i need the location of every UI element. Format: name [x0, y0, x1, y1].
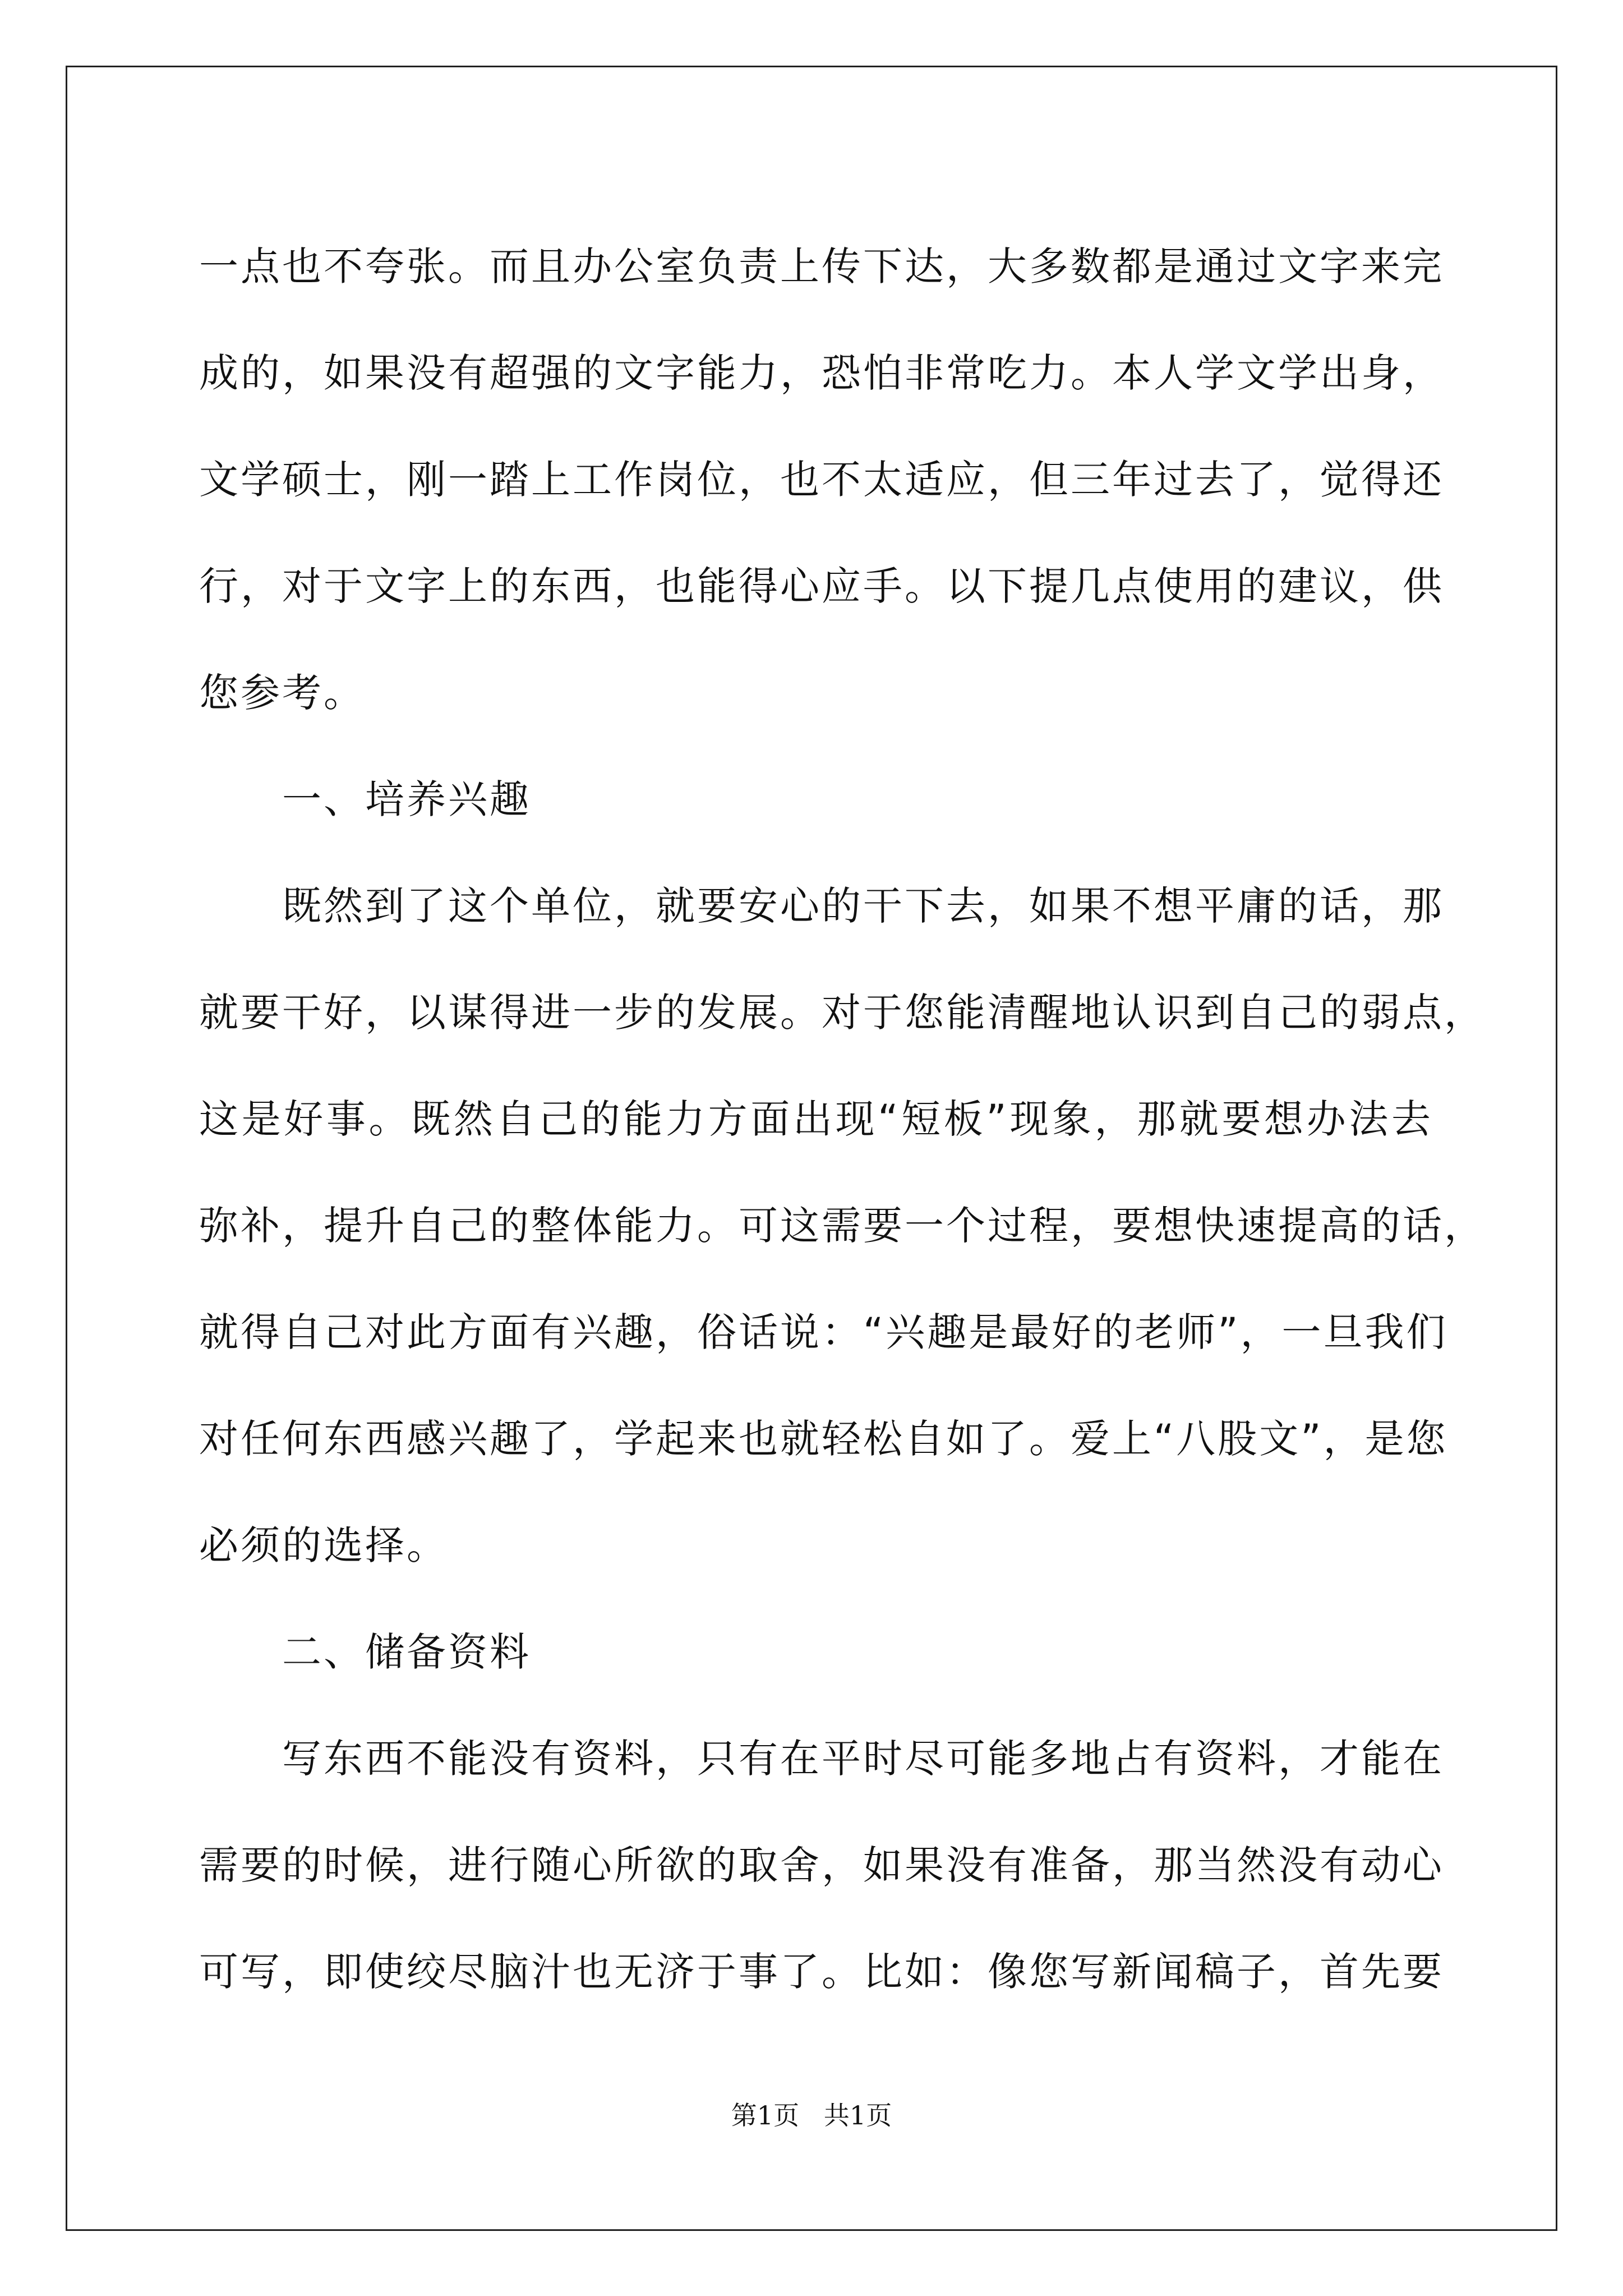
text-line: 您参考。 — [199, 670, 365, 716]
section-heading: 一、培养兴趣 — [282, 776, 531, 822]
text-line: 写东西不能没有资料，只有在平时尽可能多地占有资料，才能在 — [282, 1736, 1444, 1782]
document-body — [199, 213, 1486, 2025]
text-line: 既然到了这个单位，就要安心的干下去，如果不想平庸的话，那 — [282, 883, 1444, 929]
text-line: 文学硕士，刚一踏上工作岗位，也不太适应，但三年过去了，觉得还 — [199, 457, 1444, 503]
page-footer: 第1页 共1页 — [731, 2100, 892, 2131]
section-heading: 二、储备资料 — [282, 1629, 531, 1675]
text-line: 必须的选择。 — [199, 1522, 448, 1568]
text-line: 行，对于文字上的东西，也能得心应手。以下提几点使用的建议，供 — [199, 563, 1444, 609]
text-line: 成的，如果没有超强的文字能力，恐怕非常吃力。本人学文学出身， — [199, 350, 1444, 396]
text-line: 可写，即使绞尽脑汁也无济于事了。比如：像您写新闻稿子，首先要 — [199, 1949, 1444, 1995]
text-line: 这是好事。既然自己的能力方面出现“短板”现象，那就要想办法去 — [199, 1096, 1433, 1142]
text-line: 就要干好，以谋得进一步的发展。对于您能清醒地认识到自己的弱点， — [199, 990, 1486, 1036]
text-line: 一点也不夸张。而且办公室负责上传下达，大多数都是通过文字来完 — [199, 243, 1444, 289]
text-line: 对任何东西感兴趣了，学起来也就轻松自如了。爱上“八股文”，是您 — [199, 1416, 1448, 1462]
text-line: 弥补，提升自己的整体能力。可这需要一个过程，要想快速提高的话， — [199, 1203, 1486, 1249]
text-line: 需要的时候，进行随心所欲的取舍，如果没有准备，那当然没有动心 — [199, 1842, 1444, 1888]
text-line: 就得自己对此方面有兴趣，俗话说：“兴趣是最好的老师”，一旦我们 — [199, 1309, 1448, 1355]
